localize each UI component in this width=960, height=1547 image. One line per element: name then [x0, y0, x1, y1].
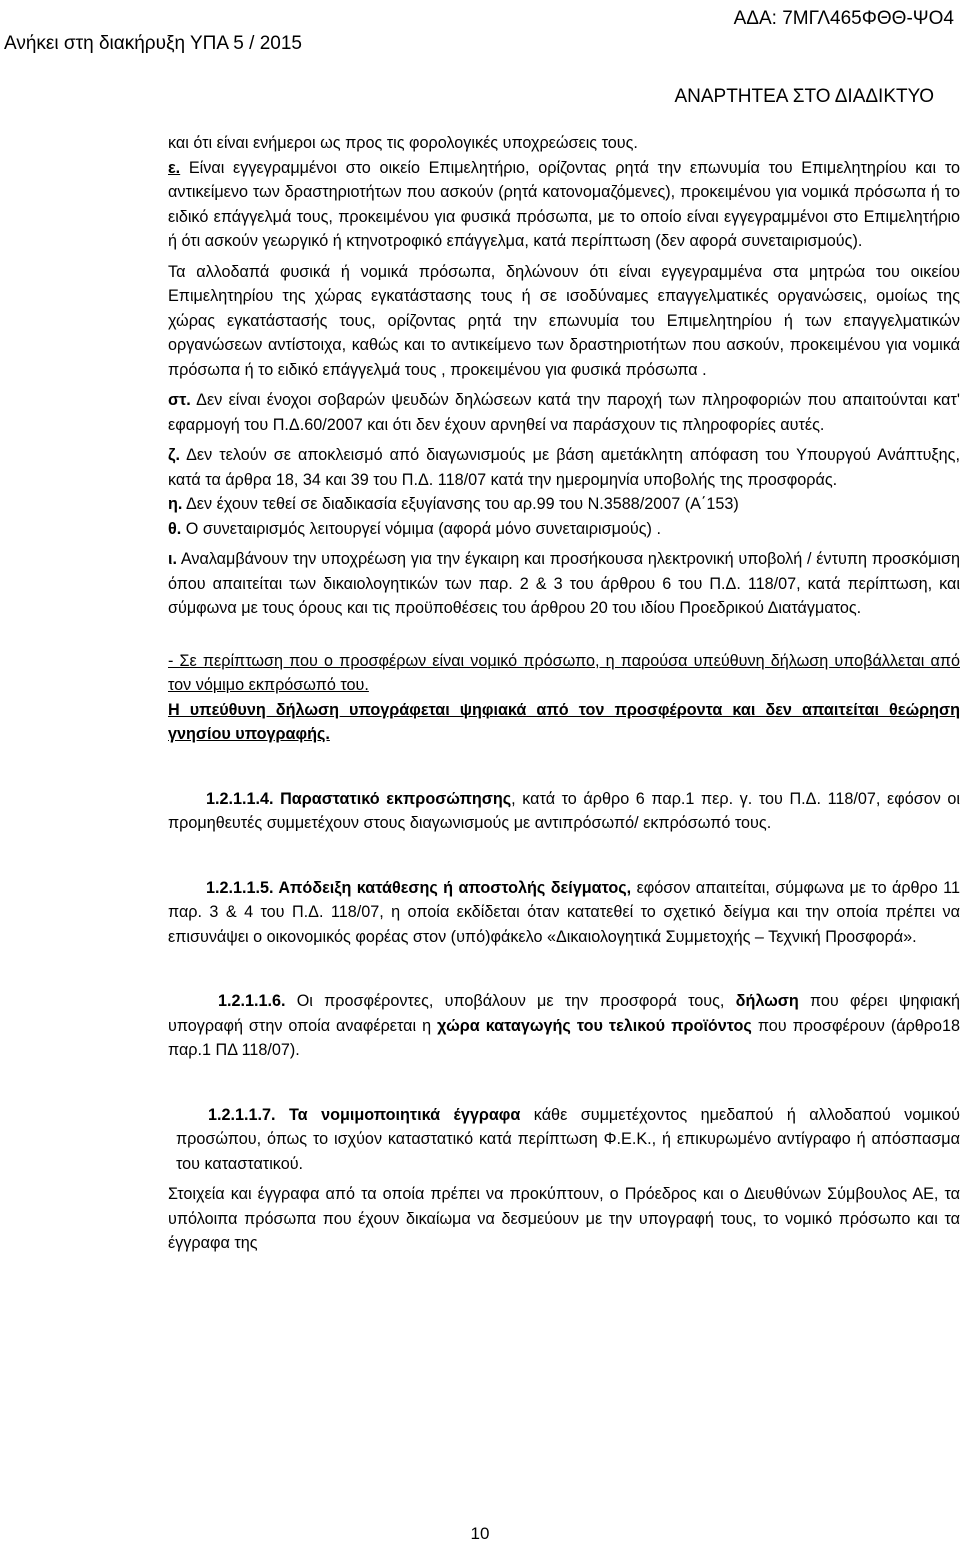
section-heading: 1.2.1.1.4. Παραστατικό εκπροσώπησης	[206, 789, 512, 808]
legal-entity-note	[168, 649, 960, 698]
paragraph-text: και ότι είναι ενήμεροι ως προς τις φορολογικές υποχρεώσεις τους.	[168, 134, 638, 152]
section-heading: 1.2.1.1.7. Τα νομιμοποιητικά έγγραφα	[208, 1105, 521, 1124]
item-marker: η.	[168, 495, 183, 513]
item-e	[168, 156, 960, 254]
paragraph-text: Τα αλλοδαπά φυσικά ή νομικά πρόσωπα, δηλώνουν ότι είναι εγγεγραμμένα στα μητρώα του οικείου Επιμελητηρίου της χώρας εγκατάστασης τους ή σε ισοδύναμες επαγγελματικές οργανώσεις, ομοίως της χώρας εγκατάστασής τους, ορίζοντας ρητά την επωνυμία του Επιμελητηρίου ή των επαγγελματικών οργανώσεων αντίστοιχα, καθώς και το αντικείμενο των δραστηριοτήτων που ασκούν, προκειμένου για νομικά πρόσωπα ή το ειδικό επάγγελμά τους , προκειμένου για φυσικά πρόσωπα .	[168, 262, 960, 379]
item-text: Δεν είναι ένοχοι σοβαρών ψευδών δηλώσεων κατά την παροχή των πληροφοριών που απαιτούνται κατ' εφαρμογή του Π.Δ.60/2007 και ότι δεν έχουν αρνηθεί να παράσχουν τις πληροφορίες αυτές.	[168, 391, 960, 434]
paragraph-documents	[168, 1182, 960, 1256]
item-text: Αναλαμβάνουν την υποχρέωση για την έγκαιρη και προσήκουσα ηλεκτρονική υποβολή / έντυπη προσκόμιση όπου απαιτείται των δικαιολογητικών των παρ. 2 & 3 του άρθρου 6 του Π.Δ. 118/07, κατά περίπτωση, και σύμφωνα με τους όρους και τις προϋποθέσεις του άρθρου 20 του ιδίου Προεδρικού Διατάγματος.	[168, 550, 960, 617]
signature-note	[168, 698, 960, 747]
section-1-2-1-1-4	[168, 787, 960, 836]
section-1-2-1-1-6	[168, 989, 960, 1063]
item-th	[168, 517, 960, 542]
item-marker: στ.	[168, 391, 191, 409]
bold-term: χώρα καταγωγής του τελικού προϊόντος	[437, 1016, 752, 1035]
item-text: Δεν έχουν τεθεί σε διαδικασία εξυγίανσης του αρ.99 του Ν.3588/2007 (Α΄153)	[182, 495, 739, 513]
section-1-2-1-1-7	[168, 1103, 960, 1177]
note-text: Η υπεύθυνη δήλωση υπογράφεται ψηφιακά από τον προσφέροντα και δεν απαιτείται θεώρηση γνησίου υπογραφής.	[168, 700, 960, 743]
section-text: εφόσον απαιτείται, σύμφωνα με το άρθρο 11 παρ. 3 & 4 του Π.Δ. 118/07, η οποία εκδίδεται όταν κατατεθεί το σχετικό δείγμα και την οποία πρέπει να επισυνάψει ο οικονομικός φορέας στον (υπό)φάκελο «Δικαιολογητικά Συμμετοχής – Τεχνική Προσφορά».	[168, 878, 960, 946]
page-number: 10	[470, 1524, 490, 1543]
item-iota	[168, 547, 960, 621]
ada-code: ΑΔΑ: 7ΜΓΛ465ΦΘΘ-ΨΟ4	[733, 8, 954, 29]
item-z	[168, 443, 960, 492]
section-heading: 1.2.1.1.5. Απόδειξη κατάθεσης ή αποστολής δείγματος,	[206, 878, 632, 897]
item-marker: ι.	[168, 550, 177, 568]
section-text: Οι προσφέροντες, υποβάλουν με την προσφορά τους,	[285, 992, 736, 1010]
paragraph-tax	[168, 131, 960, 156]
posting-note: ΑΝΑΡΤΗΤΕΑ ΣΤΟ ΔΙΑΔΙΚΤΥΟ	[674, 86, 934, 107]
document-body	[168, 131, 960, 1256]
section-text: κάθε συμμετέχοντος ημεδαπού ή αλλοδαπού νομικού προσώπου, όπως το ισχύον καταστατικό κατά περίπτωση Φ.Ε.Κ., ή επικυρωμένο αντίγραφο ή απόσπασμα του καταστατικού.	[176, 1105, 960, 1173]
bold-term: δήλωση	[735, 992, 799, 1010]
item-text: Είναι εγγεγραμμένοι στο οικείο Επιμελητήριο, ορίζοντας ρητά την επωνυμία του Επιμελητηρίου και το αντικείμενο των δραστηριοτήτων που ασκούν (ρητά κατονομαζόμενες), προκειμένου για νομικά πρόσωπα ή το ειδικό επάγγελμά τους, προκειμένου για φυσικά πρόσωπα, με το οποίο είναι εγγεγραμμένοι στο Επιμελητήριο ή ότι ασκούν γεωργικό ή κτηνοτροφικό επάγγελμα, κατά περίπτωση (δεν αφορά συνεταιρισμούς).	[168, 158, 960, 250]
item-text: Δεν τελούν σε αποκλεισμό από διαγωνισμούς με βάση αμετάκλητη απόφαση του Υπουργού Ανάπτυξης, κατά τα άρθρα 18, 34 και 39 του Π.Δ. 118/07 κατά την ημερομηνία υποβολής της προσφοράς.	[168, 446, 960, 489]
section-text: που προσφέρουν (άρθρο18 παρ.1 ΠΔ 118/07).	[168, 1016, 960, 1059]
section-heading: 1.2.1.1.6.	[218, 992, 286, 1010]
item-marker: θ.	[168, 519, 182, 538]
note-text: - Σε περίπτωση που ο προσφέρων είναι νομικό πρόσωπο, η παρούσα υπεύθυνη δήλωση υποβάλλεται από τον νόμιμο εκπρόσωπό του.	[168, 651, 960, 694]
item-st	[168, 388, 960, 437]
section-1-2-1-1-5	[168, 876, 960, 950]
item-text: Ο συνεταιρισμός λειτουργεί νόμιμα (αφορά μόνο συνεταιρισμούς) .	[181, 519, 661, 538]
paragraph-foreign	[168, 260, 960, 383]
item-marker: ζ.	[168, 446, 180, 464]
item-marker: ε.	[168, 158, 181, 177]
section-text: που φέρει ψηφιακή υπογραφή στην οποία αναφέρεται η	[168, 992, 960, 1035]
section-text: , κατά το άρθρο 6 παρ.1 περ. γ. του Π.Δ. 118/07, εφόσον οι προμηθευτές συμμετέχουν στους διαγωνισμούς με αντιπρόσωπό/ εκπρόσωπό τους.	[168, 789, 960, 832]
item-i	[168, 492, 960, 517]
header-left-text: Ανήκει στη διακήρυξη ΥΠΑ 5 / 2015	[4, 33, 302, 54]
paragraph-text: Στοιχεία και έγγραφα από τα οποία πρέπει να προκύπτουν, ο Πρόεδρος και ο Διευθύνων Σύμβουλος ΑΕ, τα υπόλοιπα πρόσωπα που έχουν δικαίωμα να δεσμεύουν με την υπογραφή τους, το νομικό πρόσωπο και τα έγγραφα της	[168, 1185, 960, 1252]
